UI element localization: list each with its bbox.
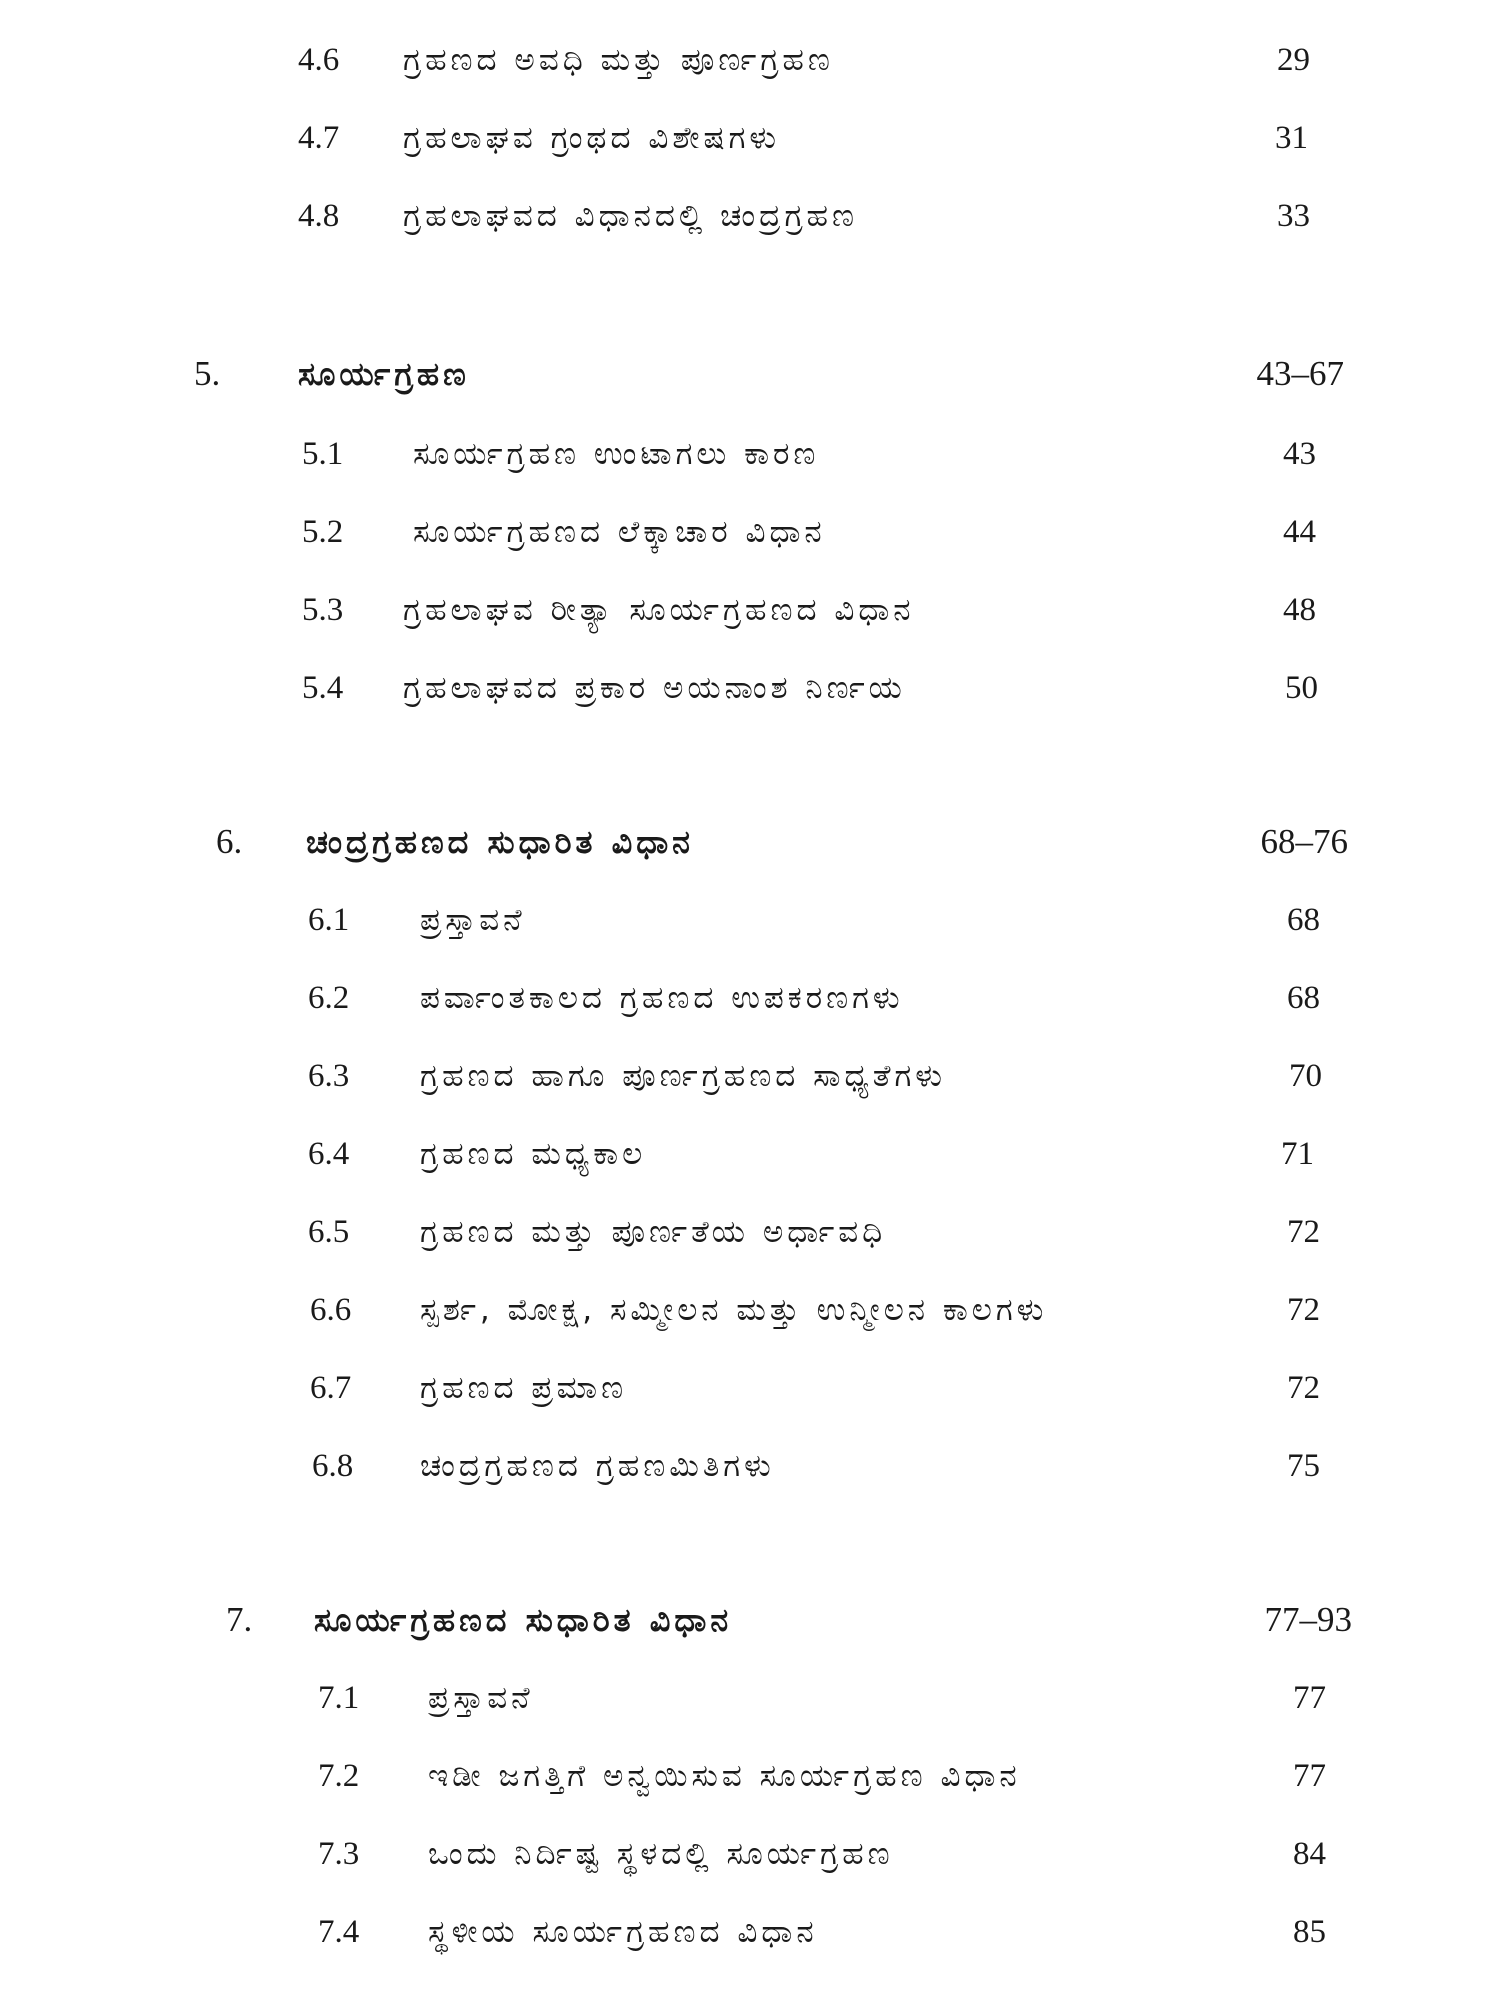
entry-title: ಪ್ರಸ್ತಾವನೆ [428,1680,534,1716]
toc-entry-7-1 [0,1668,1500,1728]
entry-title: ಗ್ರಹಲಾಘವ ರೀತ್ಯಾ ಸೂರ್ಯಗ್ರಹಣದ ವಿಧಾನ [403,592,915,628]
entry-number: 6.1 [308,902,350,938]
entry-title: ಸ್ಪರ್ಶ, ಮೋಕ್ಷ, ಸಮ್ಮೀಲನ ಮತ್ತು ಉನ್ಮೀಲನ ಕಾಲಗಳು [420,1292,1048,1328]
entry-number: 4.8 [298,198,340,234]
toc-entry-4-8 [0,186,1500,246]
entry-page: 29 [1277,42,1310,78]
entry-title: ಗ್ರಹಣದ ಪ್ರಮಾಣ [420,1370,628,1406]
toc-entry-4-7 [0,108,1500,168]
entry-title: ಪ್ರಸ್ತಾವನೆ [420,902,526,938]
entry-number: 7.4 [318,1914,360,1950]
entry-number: 6.7 [310,1370,352,1406]
entry-title: ಗ್ರಹಲಾಘವ ಗ್ರಂಥದ ವಿಶೇಷಗಳು [403,120,781,156]
toc-entry-6-5 [0,1202,1500,1262]
chapter-title: ಸೂರ್ಯಗ್ರಹಣ [298,355,470,393]
entry-number: 5.4 [302,670,344,706]
entry-page: 31 [1275,120,1308,156]
entry-number: 4.6 [298,42,340,78]
toc-chapter-7 [0,1590,1500,1650]
entry-title: ಚಂದ್ರಗ್ರಹಣದ ಗ್ರಹಣಮಿತಿಗಳು [420,1448,775,1484]
entry-title: ಸ್ಥಳೀಯ ಸೂರ್ಯಗ್ರಹಣದ ವಿಧಾನ [428,1914,818,1950]
entry-title: ಗ್ರಹಲಾಘವದ ಪ್ರಕಾರ ಅಯನಾಂಶ ನಿರ್ಣಯ [403,670,906,706]
entry-page: 72 [1287,1292,1320,1328]
entry-title: ಗ್ರಹಣದ ಮಧ್ಯಕಾಲ [420,1136,647,1172]
entry-page: 70 [1289,1058,1322,1094]
chapter-page-range: 77–93 [1264,1600,1352,1639]
entry-number: 7.1 [318,1680,360,1716]
entry-page: 71 [1281,1136,1314,1172]
entry-number: 4.7 [298,120,340,156]
entry-number: 6.3 [308,1058,350,1094]
toc-entry-6-2 [0,968,1500,1028]
entry-title: ಗ್ರಹಲಾಘವದ ವಿಧಾನದಲ್ಲಿ ಚಂದ್ರಗ್ರಹಣ [403,198,858,234]
entry-title: ಗ್ರಹಣದ ಅವಧಿ ಮತ್ತು ಪೂರ್ಣಗ್ರಹಣ [403,42,834,78]
toc-entry-5-4 [0,658,1500,718]
entry-page: 44 [1283,514,1316,550]
toc-entry-5-3 [0,580,1500,640]
toc-entry-6-7 [0,1358,1500,1418]
entry-page: 72 [1287,1214,1320,1250]
entry-number: 6.4 [308,1136,350,1172]
entry-title: ಸೂರ್ಯಗ್ರಹಣ ಉಂಟಾಗಲು ಕಾರಣ [413,436,820,472]
chapter-title: ಚಂದ್ರಗ್ರಹಣದ ಸುಧಾರಿತ ವಿಧಾನ [306,823,694,861]
entry-number: 6.5 [308,1214,350,1250]
chapter-number: 7. [226,1600,253,1639]
entry-title: ಇಡೀ ಜಗತ್ತಿಗೆ ಅನ್ವಯಿಸುವ ಸೂರ್ಯಗ್ರಹಣ ವಿಧಾನ [428,1758,1021,1794]
entry-page: 75 [1287,1448,1320,1484]
entry-number: 5.3 [302,592,344,628]
entry-title: ಸೂರ್ಯಗ್ರಹಣದ ಲೆಕ್ಕಾಚಾರ ವಿಧಾನ [413,514,826,550]
entry-title: ಗ್ರಹಣದ ಮತ್ತು ಪೂರ್ಣತೆಯ ಅರ್ಧಾವಧಿ [420,1214,887,1250]
toc-entry-7-4 [0,1902,1500,1962]
toc-entry-7-2 [0,1746,1500,1806]
entry-page: 33 [1277,198,1310,234]
toc-entry-7-3 [0,1824,1500,1884]
entry-page: 68 [1287,980,1320,1016]
entry-page: 84 [1293,1836,1326,1872]
toc-chapter-6 [0,812,1500,872]
toc-entry-5-1 [0,424,1500,484]
entry-number: 7.3 [318,1836,360,1872]
toc-entry-6-4 [0,1124,1500,1184]
entry-number: 6.2 [308,980,350,1016]
toc-entry-6-8 [0,1436,1500,1496]
entry-page: 85 [1293,1914,1326,1950]
entry-number: 6.6 [310,1292,352,1328]
toc-chapter-5 [0,344,1500,404]
entry-title: ಗ್ರಹಣದ ಹಾಗೂ ಪೂರ್ಣಗ್ರಹಣದ ಸಾಧ್ಯತೆಗಳು [420,1058,946,1094]
entry-page: 68 [1287,902,1320,938]
chapter-page-range: 43–67 [1256,354,1344,393]
entry-page: 77 [1293,1680,1326,1716]
chapter-page-range: 68–76 [1260,822,1348,861]
entry-title: ಪರ್ವಾಂತಕಾಲದ ಗ್ರಹಣದ ಉಪಕರಣಗಳು [420,980,904,1016]
chapter-number: 6. [216,822,243,861]
chapter-title: ಸೂರ್ಯಗ್ರಹಣದ ಸುಧಾರಿತ ವಿಧಾನ [314,1601,733,1639]
entry-page: 77 [1293,1758,1326,1794]
toc-entry-6-1 [0,890,1500,950]
toc-entry-5-2 [0,502,1500,562]
entry-page: 72 [1287,1370,1320,1406]
entry-number: 7.2 [318,1758,360,1794]
entry-title: ಒಂದು ನಿರ್ದಿಷ್ಟ ಸ್ಥಳದಲ್ಲಿ ಸೂರ್ಯಗ್ರಹಣ [428,1836,894,1872]
toc-entry-6-3 [0,1046,1500,1106]
entry-number: 5.1 [302,436,344,472]
toc-entry-4-6 [0,30,1500,90]
entry-number: 6.8 [312,1448,354,1484]
entry-page: 50 [1285,670,1318,706]
chapter-number: 5. [194,354,221,393]
entry-page: 48 [1283,592,1316,628]
entry-page: 43 [1283,436,1316,472]
toc-entry-6-6 [0,1280,1500,1340]
entry-number: 5.2 [302,514,344,550]
